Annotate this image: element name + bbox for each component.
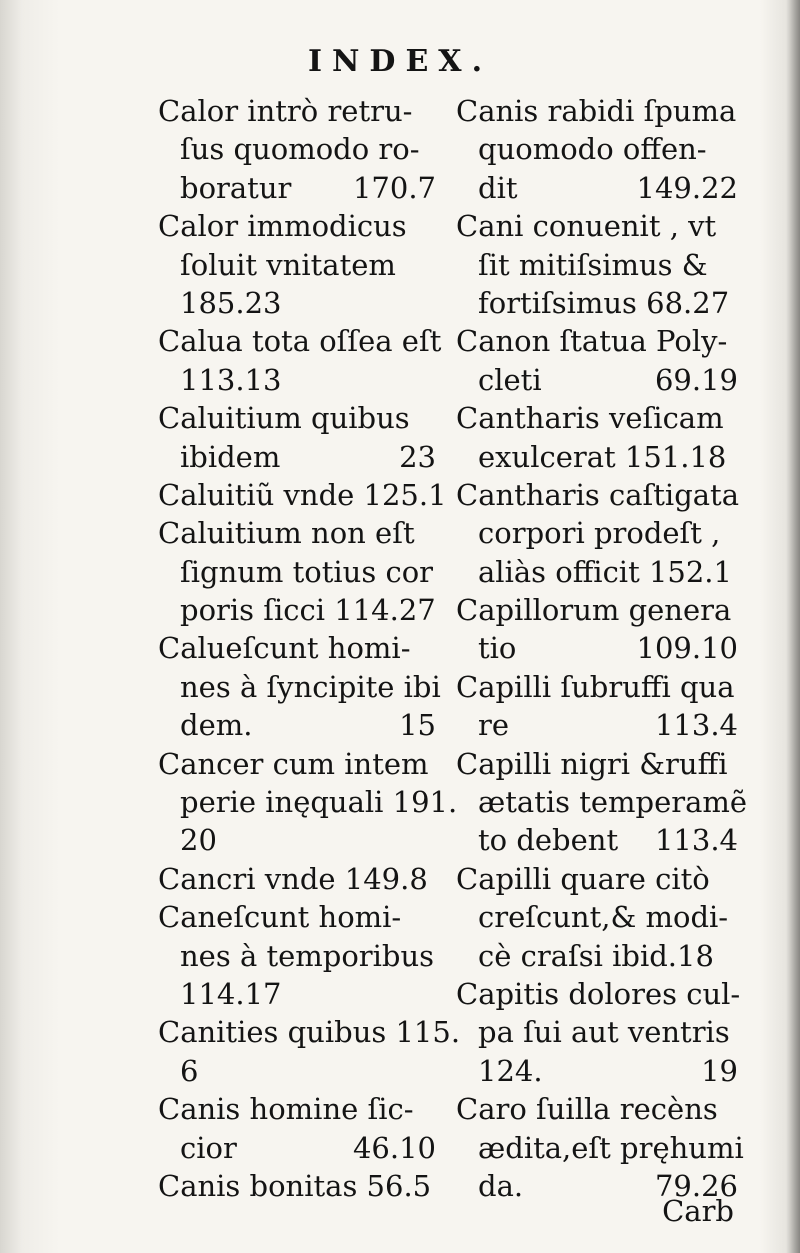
entry-text: cè craſsi ibid.18 bbox=[478, 938, 714, 973]
index-entry-line bbox=[158, 246, 436, 284]
index-entry-line bbox=[158, 130, 436, 168]
entry-text: ſoluit vnitatem bbox=[180, 247, 396, 282]
index-entry-line bbox=[456, 629, 738, 667]
index-entry-line bbox=[456, 207, 738, 245]
entry-page-ref: 113.4 bbox=[654, 708, 738, 743]
entry-text: boratur bbox=[180, 170, 292, 205]
entry-page-ref: 69.19 bbox=[654, 362, 738, 397]
index-entry-line bbox=[456, 706, 738, 744]
entry-text: creſcunt,& modi- bbox=[478, 900, 729, 935]
index-entry-line bbox=[158, 706, 436, 744]
index-entry-line bbox=[456, 1052, 738, 1090]
entry-text: aliàs officit 152.1 bbox=[478, 554, 732, 589]
index-entry-line bbox=[158, 438, 436, 476]
index-entry-line bbox=[158, 476, 447, 514]
page-header: INDEX. bbox=[307, 44, 493, 79]
index-entry-line bbox=[158, 207, 436, 245]
entry-text: Caluitium non eſt bbox=[158, 516, 415, 551]
entry-text: fortiſsimus 68.27 bbox=[478, 285, 730, 320]
entry-text: Canon ſtatua Poly- bbox=[456, 324, 728, 359]
entry-page-ref: 46.10 bbox=[352, 1130, 436, 1165]
entry-text: Capitis dolores cul- bbox=[456, 976, 741, 1011]
index-entry-line bbox=[158, 591, 436, 629]
index-entry-line bbox=[456, 438, 738, 476]
index-entry-line bbox=[456, 92, 738, 130]
index-entry-line bbox=[158, 1090, 436, 1128]
entry-text: ſus quomodo ro- bbox=[180, 132, 420, 167]
index-entry-line bbox=[456, 399, 738, 437]
index-entry-line bbox=[456, 975, 741, 1013]
index-entry-line bbox=[158, 975, 436, 1013]
entry-text: poris ſicci 114.27 bbox=[180, 593, 436, 628]
index-entry-line bbox=[456, 1090, 738, 1128]
entry-text: Calua tota oſſea eſt bbox=[158, 324, 442, 359]
index-entry-line bbox=[456, 860, 738, 898]
index-entry-line bbox=[456, 668, 738, 706]
entry-text: Caluitiũ vnde 125.1 bbox=[158, 477, 447, 512]
entry-text: ædita,eſt pręhumi bbox=[478, 1130, 744, 1165]
catchword: Carb bbox=[662, 1194, 734, 1228]
entry-text: quomodo offen- bbox=[478, 132, 707, 167]
index-entry-line bbox=[158, 322, 442, 360]
entry-text: Canis rabidi ſpuma bbox=[456, 94, 737, 128]
index-entry-line bbox=[456, 745, 738, 783]
index-entry-line bbox=[456, 169, 738, 207]
index-entry-line bbox=[456, 361, 738, 399]
entry-text: 113.13 bbox=[180, 362, 282, 397]
index-entry-line bbox=[158, 284, 436, 322]
entry-text: dit bbox=[478, 170, 518, 205]
entry-page-ref: 15 bbox=[399, 708, 436, 743]
entry-text: 124. bbox=[478, 1053, 543, 1088]
index-entry-line bbox=[158, 937, 436, 975]
index-entry-line bbox=[456, 476, 738, 514]
index-entry-line bbox=[158, 668, 441, 706]
index-entry-line bbox=[456, 591, 738, 629]
entry-text: Cani conuenit , vt bbox=[456, 209, 717, 244]
entry-text: perie inęquali 191. bbox=[180, 785, 458, 820]
entry-page-ref: 149.22 bbox=[636, 170, 738, 205]
entry-text: dem. bbox=[180, 708, 253, 743]
index-entry-line bbox=[158, 553, 436, 591]
index-entry-line bbox=[158, 745, 436, 783]
index-column-left bbox=[158, 92, 461, 1205]
index-entry-line bbox=[158, 361, 436, 399]
index-entry-line bbox=[456, 130, 738, 168]
index-entry-line bbox=[456, 1013, 738, 1051]
index-entry-line bbox=[158, 860, 436, 898]
index-entry-line bbox=[158, 783, 458, 821]
index-entry-line bbox=[456, 1129, 744, 1167]
entry-text: Caluitium quibus bbox=[158, 401, 410, 436]
index-entry-line bbox=[456, 937, 738, 975]
index-entry-line bbox=[158, 898, 436, 936]
entry-text: ætatis temperamẽ bbox=[478, 785, 748, 820]
entry-text: ibidem bbox=[180, 439, 281, 474]
entry-text: Caro ſuilla recèns bbox=[456, 1092, 718, 1127]
index-entry-line bbox=[456, 783, 748, 821]
index-entry-line bbox=[456, 246, 738, 284]
entry-text: Cancri vnde 149.8 bbox=[158, 861, 428, 896]
entry-text: Canities quibus 115. bbox=[158, 1015, 461, 1050]
entry-page-ref: 79.26 bbox=[654, 1168, 738, 1203]
index-entry-line bbox=[456, 284, 738, 322]
entry-text: tio bbox=[478, 631, 517, 666]
entry-page-ref: 109.10 bbox=[636, 631, 738, 666]
entry-text: re bbox=[478, 708, 510, 743]
entry-text: exulcerat 151.18 bbox=[478, 439, 727, 474]
entry-text: cleti bbox=[478, 362, 542, 397]
index-entry-line bbox=[456, 553, 738, 591]
entry-text: Calor immodicus bbox=[158, 209, 407, 244]
index-entry-line bbox=[456, 821, 738, 859]
entry-page-ref: 113.4 bbox=[654, 823, 738, 858]
index-entry-line bbox=[158, 399, 436, 437]
entry-text: Cantharis caſtigata bbox=[456, 477, 740, 512]
index-entry-line bbox=[158, 1167, 436, 1205]
entry-text: ſignum totius cor bbox=[180, 554, 434, 589]
index-entry-line bbox=[158, 169, 436, 207]
entry-text: nes à temporibus bbox=[180, 938, 435, 973]
entry-text: Capilli nigri &ruffi bbox=[456, 746, 728, 781]
entry-text: ſit mitiſsimus & bbox=[478, 247, 708, 282]
index-entry-line bbox=[158, 1052, 436, 1090]
index-entry-line bbox=[456, 514, 738, 552]
index-column-right bbox=[456, 92, 748, 1205]
page-edge-shadow bbox=[786, 0, 800, 1253]
entry-text: 114.17 bbox=[180, 976, 282, 1011]
entry-text: Canis bonitas 56.5 bbox=[158, 1168, 432, 1203]
entry-text: pa ſui aut ventris bbox=[478, 1015, 730, 1050]
entry-text: 20 bbox=[180, 823, 217, 858]
entry-text: Caneſcunt homi- bbox=[158, 900, 402, 935]
index-entry-line bbox=[158, 1129, 436, 1167]
entry-text: 6 bbox=[180, 1053, 199, 1088]
index-entry-line bbox=[158, 821, 436, 859]
entry-page-ref: 19 bbox=[701, 1053, 738, 1088]
entry-text: Capilli ſubruffi qua bbox=[456, 669, 735, 704]
index-entry-line bbox=[158, 1013, 461, 1051]
entry-text: Capilli quare citò bbox=[456, 861, 710, 896]
entry-text: to debent bbox=[478, 823, 619, 858]
entry-text: Calor intrò retru- bbox=[158, 94, 413, 128]
index-entry-line bbox=[456, 898, 738, 936]
index-entry-line bbox=[456, 322, 738, 360]
entry-page-ref: 170.7 bbox=[352, 170, 436, 205]
entry-text: 185.23 bbox=[180, 285, 282, 320]
index-entry-line bbox=[158, 92, 436, 130]
entry-text: nes à ſyncipite ibi bbox=[180, 669, 441, 704]
entry-text: cior bbox=[180, 1130, 237, 1165]
entry-text: da. bbox=[478, 1168, 524, 1203]
entry-text: Capillorum genera bbox=[456, 593, 732, 628]
entry-text: Cancer cum intem bbox=[158, 746, 429, 781]
index-entry-line bbox=[158, 629, 436, 667]
entry-text: corpori prodeſt , bbox=[478, 516, 721, 551]
entry-text: Cantharis veſicam bbox=[456, 401, 724, 436]
index-entry-line bbox=[158, 514, 436, 552]
entry-page-ref: 23 bbox=[399, 439, 436, 474]
entry-text: Canis homine ſic- bbox=[158, 1092, 414, 1127]
entry-text: Calueſcunt homi- bbox=[158, 631, 411, 666]
